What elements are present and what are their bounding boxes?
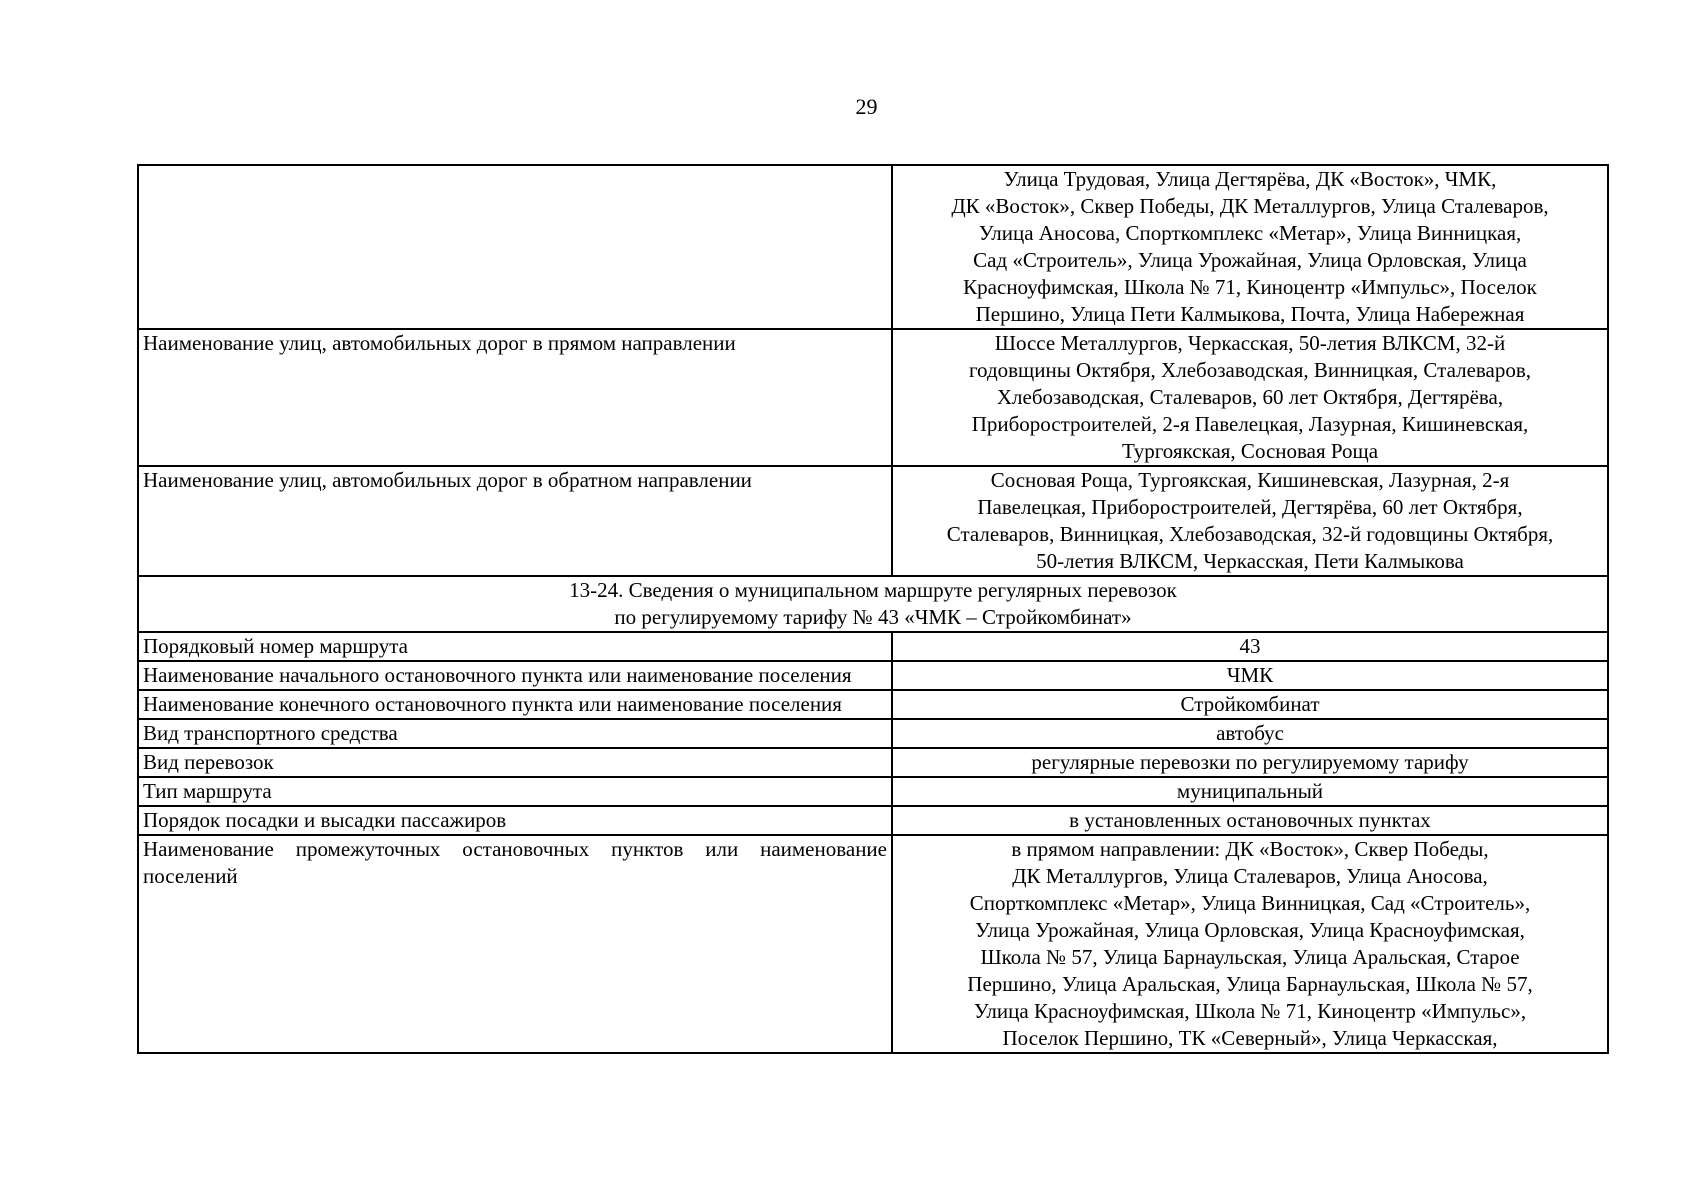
continuation-stop-line: Улица Аносова, Спорткомплекс «Метар», Улица Винницкая,: [978, 221, 1522, 245]
forward-street-line: Приборостроителей, 2-я Павелецкая, Лазурная, Кишиневская,: [971, 412, 1529, 436]
boarding-order-row: [138, 806, 1608, 835]
continuation-stop-line: Красноуфимская, Школа № 71, Киноцентр «Импульс», Поселок: [963, 275, 1537, 299]
reverse-streets-row: [138, 466, 1608, 576]
boarding-order-value: в установленных остановочных пунктах: [892, 806, 1608, 835]
forward-streets-value: [892, 329, 1608, 466]
start-stop-value: ЧМК: [892, 661, 1608, 690]
transport-kind-value: регулярные перевозки по регулируемому тарифу: [892, 748, 1608, 777]
vehicle-type-value: автобус: [892, 719, 1608, 748]
reverse-street-line: Сосновая Роща, Тургоякская, Кишиневская, Лазурная, 2-я: [990, 468, 1510, 492]
end-stop-row: [138, 690, 1608, 719]
continuation-row: [138, 165, 1608, 329]
section-heading-row: [138, 576, 1608, 632]
intermediate-stop-line: Першино, Улица Аральская, Улица Барнаульская, Школа № 57,: [967, 972, 1533, 996]
intermediate-stops-value: [892, 835, 1608, 1053]
continuation-stops-cell: [892, 165, 1608, 329]
continuation-stop-line: Улица Трудовая, Улица Дегтярёва, ДК «Восток», ЧМК,: [1003, 167, 1497, 191]
forward-streets-label: Наименование улиц, автомобильных дорог в прямом направлении: [138, 329, 892, 466]
reverse-street-line: Сталеваров, Винницкая, Хлебозаводская, 32-й годовщины Октября,: [946, 522, 1554, 546]
reverse-street-line: Павелецкая, Приборостроителей, Дегтярёва, 60 лет Октября,: [977, 495, 1523, 519]
reverse-streets-label: Наименование улиц, автомобильных дорог в обратном направлении: [138, 466, 892, 576]
section-heading-line: 13-24. Сведения о муниципальном маршруте регулярных перевозок: [569, 578, 1177, 602]
end-stop-value: Стройкомбинат: [892, 690, 1608, 719]
reverse-street-line: 50-летия ВЛКСМ, Черкасская, Пети Калмыкова: [1036, 549, 1464, 573]
route-type-row: [138, 777, 1608, 806]
intermediate-stop-line: Улица Урожайная, Улица Орловская, Улица Красноуфимская,: [975, 918, 1525, 942]
intermediate-stop-line: Школа № 57, Улица Барнаульская, Улица Аральская, Старое: [980, 945, 1520, 969]
continuation-label-cell: [138, 165, 892, 329]
route-number-row: [138, 632, 1608, 661]
intermediate-stops-row: [138, 835, 1608, 1053]
route-info-table: [137, 164, 1609, 1054]
forward-street-line: годовщины Октября, Хлебозаводская, Винницкая, Сталеваров,: [968, 358, 1532, 382]
intermediate-stop-line: Поселок Першино, ТК «Северный», Улица Черкасская,: [1002, 1026, 1498, 1050]
vehicle-type-row: [138, 719, 1608, 748]
intermediate-stop-line: в прямом направлении: ДК «Восток», Сквер Победы,: [1011, 837, 1489, 861]
section-heading: [138, 576, 1608, 632]
intermediate-stop-line: Улица Красноуфимская, Школа № 71, Киноцентр «Импульс»,: [973, 999, 1527, 1023]
intermediate-stop-line: Спорткомплекс «Метар», Улица Винницкая, Сад «Строитель»,: [969, 891, 1531, 915]
start-stop-label: Наименование начального остановочного пункта или наименование поселения: [138, 661, 892, 690]
forward-street-line: Тургоякская, Сосновая Роща: [1121, 439, 1379, 463]
boarding-order-label: Порядок посадки и высадки пассажиров: [138, 806, 892, 835]
continuation-stop-line: Першино, Улица Пети Калмыкова, Почта, Улица Набережная: [975, 302, 1525, 326]
vehicle-type-label: Вид транспортного средства: [138, 719, 892, 748]
intermediate-stop-line: ДК Металлургов, Улица Сталеваров, Улица Аносова,: [1012, 864, 1488, 888]
forward-streets-row: [138, 329, 1608, 466]
start-stop-row: [138, 661, 1608, 690]
forward-street-line: Хлебозаводская, Сталеваров, 60 лет Октября, Дегтярёва,: [996, 385, 1504, 409]
transport-kind-row: [138, 748, 1608, 777]
route-type-label: Тип маршрута: [138, 777, 892, 806]
continuation-stop-line: ДК «Восток», Сквер Победы, ДК Металлургов, Улица Сталеваров,: [951, 194, 1549, 218]
intermediate-stops-label: Наименование промежуточных остановочных пунктов или наименование поселений: [138, 835, 892, 1053]
forward-street-line: Шоссе Металлургов, Черкасская, 50-летия ВЛКСМ, 32-й: [994, 331, 1506, 355]
route-type-value: муниципальный: [892, 777, 1608, 806]
end-stop-label: Наименование конечного остановочного пункта или наименование поселения: [138, 690, 892, 719]
continuation-stop-line: Сад «Строитель», Улица Урожайная, Улица Орловская, Улица: [973, 248, 1527, 272]
route-number-value: 43: [892, 632, 1608, 661]
transport-kind-label: Вид перевозок: [138, 748, 892, 777]
section-heading-line: по регулируемому тарифу № 43 «ЧМК – Стройкомбинат»: [614, 605, 1132, 629]
route-number-label: Порядковый номер маршрута: [138, 632, 892, 661]
page-number: 29: [855, 94, 878, 119]
reverse-streets-value: [892, 466, 1608, 576]
